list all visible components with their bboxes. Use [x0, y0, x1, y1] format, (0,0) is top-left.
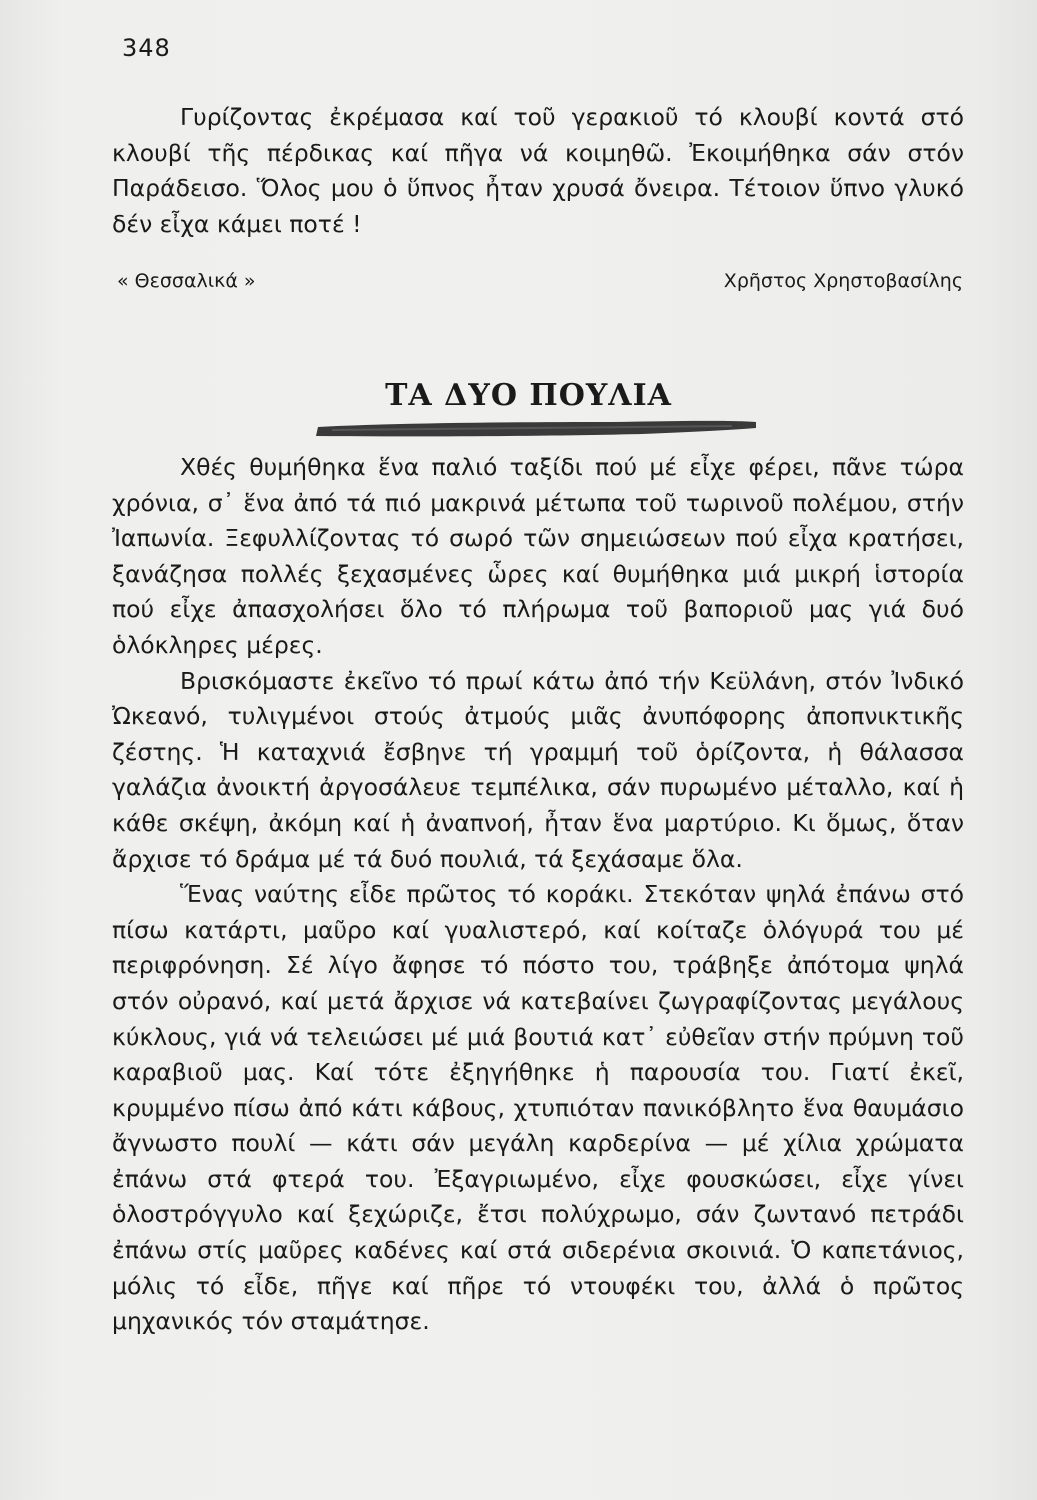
story-paragraph: Ἕνας ναύτης εἶδε πρῶτος τό κοράκι. Στεκόταν ψηλά ἐπάνω στό πίσω κατάρτι, μαῦρο καί γυαλιστερό, καί κοίταζε ὁλόγυρά του μέ περιφρόνηση. Σέ λίγο ἄφησε τό πόστο του, τράβηξε ἀπότομα ψηλά στόν οὐρανό, καί μετά ἄρχισε νά κατεβαίνει ζωγραφίζοντας μεγάλους κύκλους, γιά νά τελειώσει μέ μιά βουτιά κατ᾽ εὐθεῖαν στήν πρύμνη τοῦ καραβιοῦ μας. Καί τότε ἐξηγήθηκε ἡ παρουσία του. Γιατί ἐκεῖ, κρυμμένο πίσω ἀπό κάτι κάβους, χτυπιόταν πανικόβλητο ἕνα θαυμάσιο ἄγνωστο πουλί — κάτι σάν μεγάλη καρδερίνα — μέ χίλια χρώματα ἐπάνω στά φτερά του. Ἐξαγριωμένο, εἶχε φουσκώσει, εἶχε γίνει ὁλοστρόγγυλο καί ξεχώριζε, ἔτσι πολύχρωμο, σάν ζωντανό πετράδι ἐπάνω στίς μαῦρες καδένες καί στά σιδερένια σκοινιά. Ὁ καπετάνιος, μόλις τό εἶδε, πῆγε καί πῆρε τό ντουφέκι του, ἀλλά ὁ πρῶτος μηχανικός τόν σταμάτησε. — [112, 880, 964, 1336]
source-label: « Θεσσαλικά » — [117, 270, 256, 292]
story-title: ΤΑ ΔΥΟ ΠΟΥΛΙΑ — [385, 378, 672, 413]
title-underline-bar — [312, 418, 758, 440]
page-number: 348 — [122, 34, 171, 62]
story-paragraph: Βρισκόμαστε ἐκεῖνο τό πρωί κάτω ἀπό τήν Κεϋλάνη, στόν Ἰνδικό Ὠκεανό, τυλιγμένοι στούς ἀτμούς μιᾶς ἀνυπόφορης ἀποπνικτικῆς ζέστης. Ἡ καταχνιά ἔσβηνε τή γραμμή τοῦ ὁρίζοντα, ἡ θάλασσα γαλάζια ἀνοικτή ἀργοσάλευε τεμπέλικα, σάν πυρωμένο μέταλλο, καί ἡ κάθε σκέψη, ἀκόμη καί ἡ ἀναπνοή, ἦταν ἕνα μαρτύριο. Κι ὅμως, ὅταν ἄρχισε τό δράμα μέ τά δυό πουλιά, τά ξεχάσαμε ὅλα. — [112, 666, 964, 873]
story-body — [112, 450, 964, 1340]
closing-paragraph-text: Γυρίζοντας ἐκρέμασα καί τοῦ γερακιοῦ τό κλουβί κοντά στό κλουβί τῆς πέρδικας καί πῆγα νά κοιμηθῶ. Ἐκοιμήθηκα σάν στόν Παράδεισο. Ὅλος μου ὁ ὕπνος ἦταν χρυσά ὄνειρα. Τέτοιον ὕπνο γλυκό δέν εἶχα κάμει ποτέ ! — [112, 103, 964, 238]
closing-paragraph — [112, 100, 964, 242]
story-paragraph: Χθές θυμήθηκα ἕνα παλιό ταξίδι πού μέ εἶχε φέρει, πᾶνε τώρα χρόνια, σ᾽ ἕνα ἀπό τά πιό μακρινά μέτωπα τοῦ τωρινοῦ πολέμου, στήν Ἰαπωνία. Ξεφυλλίζοντας τό σωρό τῶν σημειώσεων πού εἶχα κρατήσει, ξανάζησα πολλές ξεχασμένες ὧρες καί θυμήθηκα μιά μικρή ἱστορία πού εἶχε ἀπασχολήσει ὅλο τό πλήρωμα τοῦ βαποριοῦ μας γιά δυό ὁλόκληρες μέρες. — [112, 453, 964, 659]
author-name: Χρῆστος Χρηστοβασίλης — [723, 270, 963, 292]
attribution — [117, 270, 963, 292]
